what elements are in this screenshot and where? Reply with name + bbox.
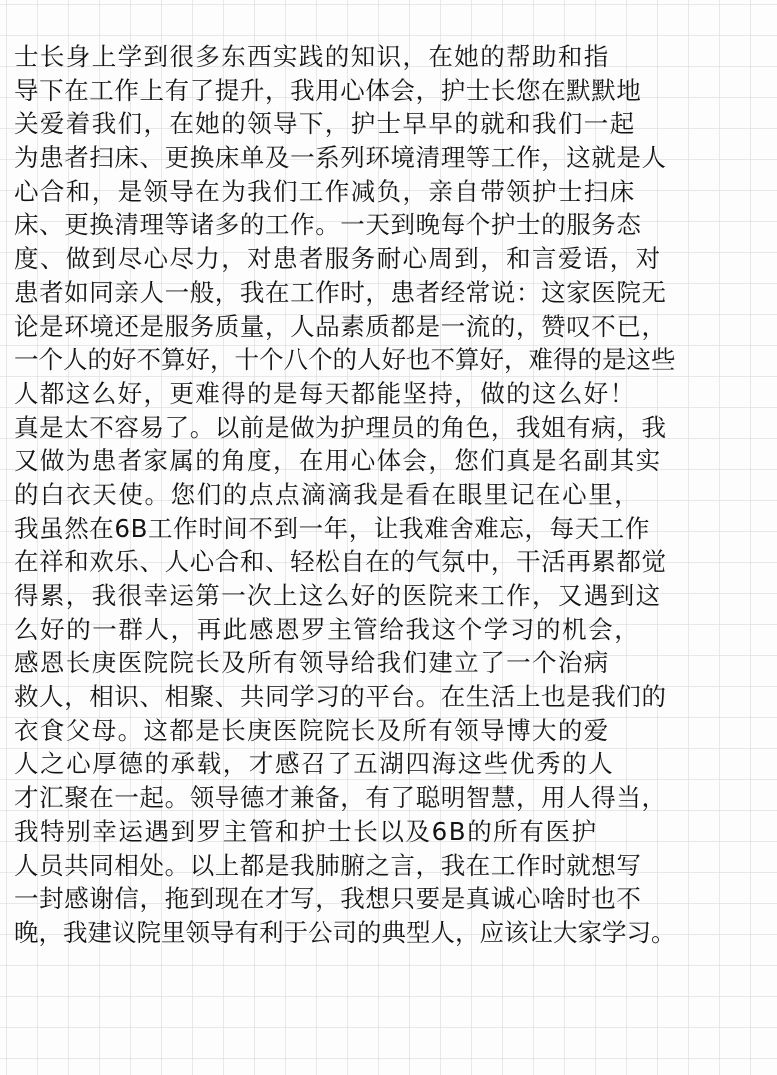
letter-body xyxy=(14,40,766,950)
letter-line: 人员共同相处。以上都是我肺腑之言，我在工作时就想写 xyxy=(14,850,642,880)
letter-line: 一个人的好不算好，十个八个的人好也不算好，难得的是这些 xyxy=(14,345,676,375)
letter-line: 人都这么好，更难得的是每天都能坚持，做的这么好！ xyxy=(14,378,636,408)
letter-line: 救人，相识、相聚、共同学习的平台。在生活上也是我们的 xyxy=(14,682,667,712)
letter-line: 我特别幸运遇到罗主管和护士长以及6B的所有医护 xyxy=(14,816,598,846)
letter-line: 床、更换清理等诸多的工作。一天到晚每个护士的服务态 xyxy=(14,210,642,240)
letter-line: 得累，我很幸运第一次上这么好的医院来工作，又遇到这 xyxy=(14,581,662,610)
letter-line: 导下在工作上有了提升，我用心体会，护士长您在默默地 xyxy=(14,75,642,105)
letter-line: 才汇聚在一起。领导德才兼备，有了聪明智慧，用人得当， xyxy=(14,783,667,813)
letter-line: 一封感谢信，拖到现在才写，我想只要是真诚心啥时也不 xyxy=(14,884,642,914)
letter-line: 心合和，是领导在为我们工作减负，亲自带领护士扫床 xyxy=(14,176,636,206)
letter-line: 度、做到尽心尽力，对患者服务耐心周到，和言爱语，对 xyxy=(14,244,662,274)
letter-line: 真是太不容易了。以前是做为护理员的角色，我姐有病，我 xyxy=(14,412,667,442)
letter-line: 人之心厚德的承载，才感召了五湖四海这些优秀的人 xyxy=(14,749,615,779)
letter-line: 的白衣天使。您们的点点滴滴我是看在眼里记在心里， xyxy=(14,479,641,509)
letter-line: 衣食父母。这都是长庚医院院长及所有领导博大的爱 xyxy=(14,715,610,745)
letter-line: 么好的一群人，再此感恩罗主管给我这个学习的机会， xyxy=(14,614,641,644)
letter-line: 关爱着我们，在她的领导下，护士早早的就和我们一起 xyxy=(14,109,636,139)
letter-line: 晚，我建议院里领导有利于公司的典型人，应该让大家学习。 xyxy=(14,917,676,947)
letter-line: 我虽然在6B工作时间不到一年，让我难舍难忘，每天工作 xyxy=(14,513,650,543)
letter-line: 患者如同亲人一般，我在工作时，患者经常说：这家医院无 xyxy=(14,277,667,307)
letter-line: 在祥和欢乐、人心合和、轻松自在的气氛中，干活再累都觉 xyxy=(14,547,667,577)
letter-line: 士长身上学到很多东西实践的知识，在她的帮助和指 xyxy=(14,42,610,71)
letter-line: 又做为患者家属的角度，在用心体会，您们真是名副其实 xyxy=(14,446,662,476)
letter-line: 感恩长庚医院院长及所有领导给我们建立了一个治病 xyxy=(14,648,610,678)
letter-line: 为患者扫床、更换床单及一系列环境清理等工作，这就是人 xyxy=(14,143,667,173)
letter-line: 论是环境还是服务质量，人品素质都是一流的，赞叹不已， xyxy=(14,311,667,341)
